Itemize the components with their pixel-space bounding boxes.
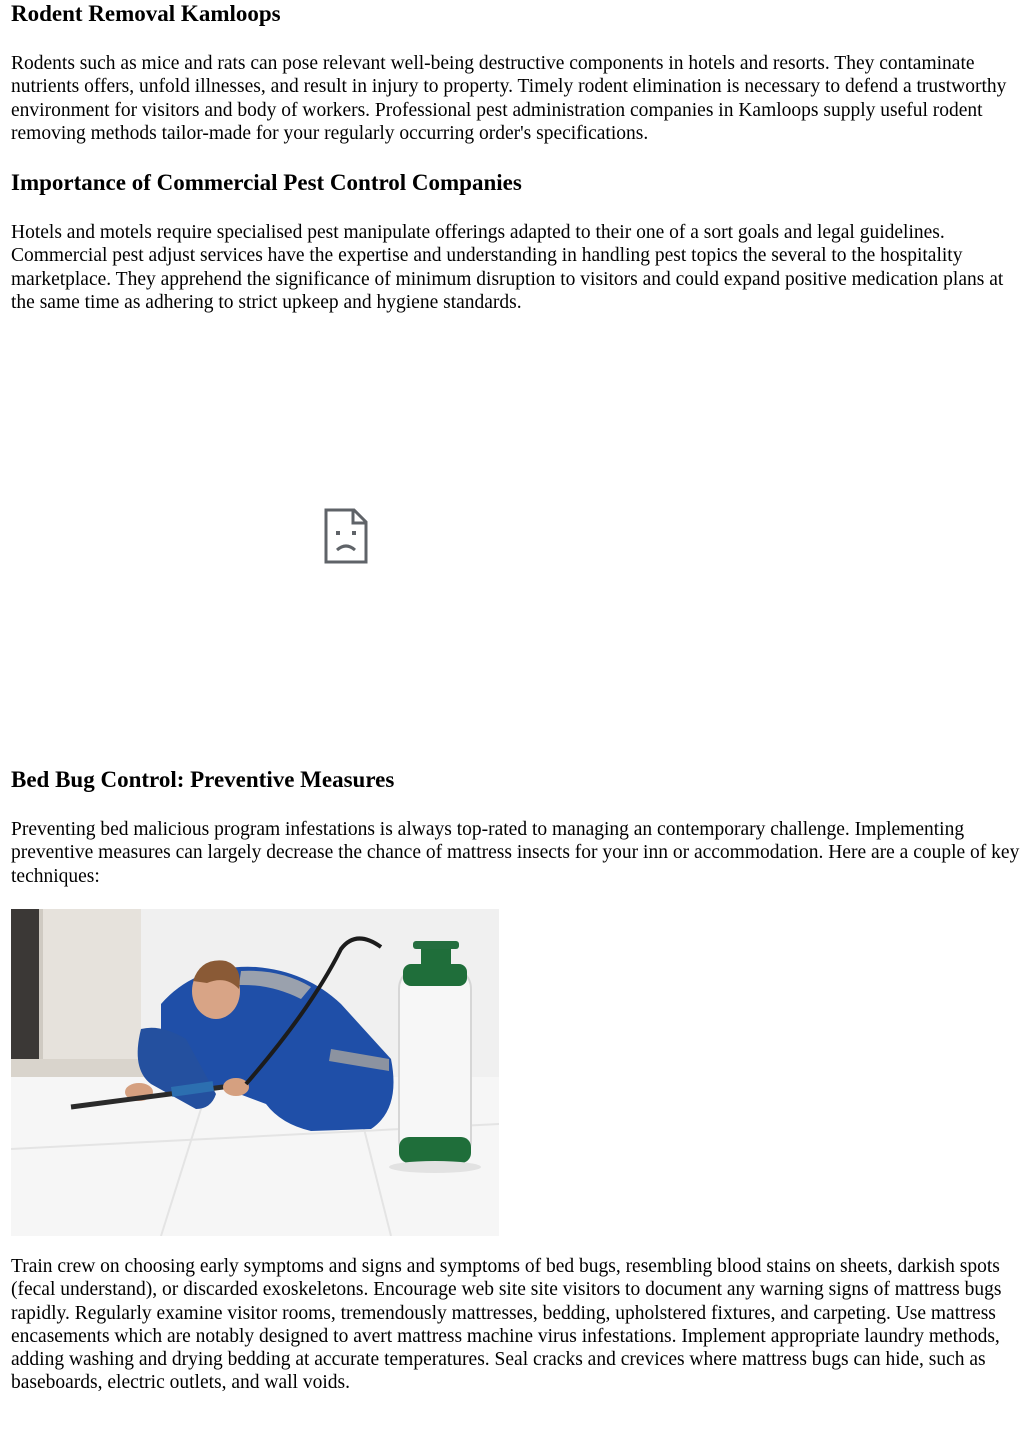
paragraph-bed-bug-techniques: Train crew on choosing early symptoms and signs and symptoms of bed bugs, resembling blood stains on sheets, darkish spots (fecal understand), or discarded exoskeletons. Encourage web site site visitors to document any warning signs of mattress bugs rapidly. Regularly examine visitor rooms, tremendously mattresses, bedding, upholstered fixtures, and carpeting. Use mattress encasements which are notably designed to avert mattress machine virus infestations. Implement appropriate laundry methods, adding washing and drying bedding at accurate temperatures. Seal cracks and crevices where mattress bugs can hide, such as baseboards, electric outlets, and wall voids. — [11, 1256, 1002, 1394]
pest-control-technician-photo — [11, 909, 499, 1236]
heading-commercial-pest-control: Importance of Commercial Pest Control Companies — [11, 170, 522, 195]
paragraph-commercial-pest-control: Hotels and motels require specialised pest manipulate offerings adapted to their one of a sort goals and legal guidelines. Commercial pest adjust services have the expertise and understanding in handling pest topics the several to the hospitality marketplace. They apprehend the significance of minimum disruption to visitors and could expand positive medication plans at the same time as adhering to strict upkeep and hygiene standards. — [11, 222, 1004, 313]
heading-rodent-removal: Rodent Removal Kamloops — [11, 1, 281, 26]
paragraph-rodent-removal: Rodents such as mice and rats can pose relevant well-being destructive components in hotels and resorts. They contaminate nutrients offers, unfold illnesses, and result in injury to property. Timely rodent elimination is necessary to defend a trustworthy environment for visitors and body of workers. Professional pest administration companies in Kamloops supply useful rodent removing methods tailor-made for your regularly occurring order's specifications. — [11, 53, 1007, 144]
broken-image-icon — [322, 507, 370, 565]
heading-bed-bug-control: Bed Bug Control: Preventive Measures — [11, 767, 395, 792]
paragraph-bed-bug-intro: Preventing bed malicious program infestations is always top-rated to managing an contemporary challenge. Implementing preventive measures can largely decrease the chance of mattress insects for your inn or accommodation. Here are a couple of key techniques: — [11, 819, 1020, 887]
